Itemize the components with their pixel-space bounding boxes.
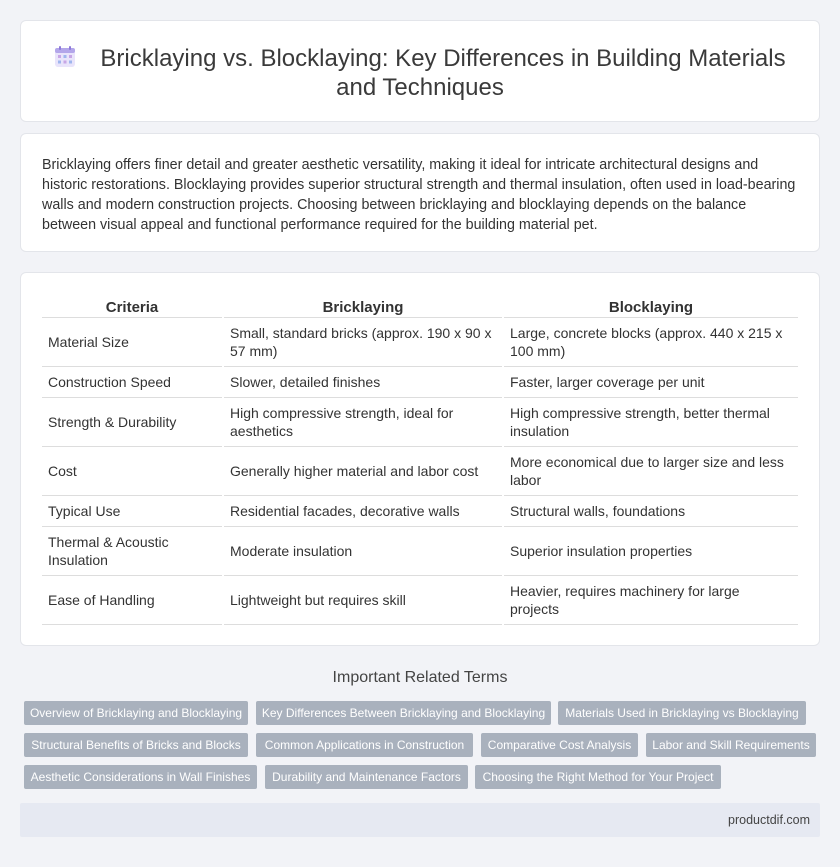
table-row (42, 526, 798, 575)
title-card (20, 20, 820, 122)
intro-paragraph: Bricklaying offers finer detail and greater aesthetic versatility, making it ideal for intricate architectural designs and historic restorations. Blocklaying provides superior structural strength and thermal insulation, often used in load-bearing walls and modern construction projects. Choosing between bricklaying and blocklaying depends on the balance between visual appeal and functional performance required for the building material pet. (42, 157, 796, 233)
footer-site: productdif.com (728, 813, 810, 827)
table-cell: Construction Speed (42, 366, 223, 397)
related-tag[interactable]: Aesthetic Considerations in Wall Finishes (24, 765, 257, 789)
calendar-grid-icon (54, 46, 76, 68)
table-cell: Heavier, requires machinery for large projects (503, 575, 798, 624)
table-cell: Material Size (42, 317, 223, 366)
table-cell: Small, standard bricks (approx. 190 x 90 x 57 mm) (223, 317, 503, 366)
table-row (42, 366, 798, 397)
page-title (21, 44, 819, 102)
page-title-text: Bricklaying vs. Blocklaying: Key Differences in Building Materials and Techniques (100, 45, 786, 101)
header-bricklaying: Bricklaying (223, 295, 503, 317)
table-row (42, 317, 798, 366)
related-tag[interactable]: Comparative Cost Analysis (481, 733, 638, 757)
table-cell: High compressive strength, better thermal insulation (503, 397, 798, 446)
table-cell: Faster, larger coverage per unit (503, 366, 798, 397)
table-cell: Thermal & Acoustic Insulation (42, 526, 223, 575)
table-cell: Ease of Handling (42, 575, 223, 624)
related-tag[interactable]: Labor and Skill Requirements (646, 733, 816, 757)
related-tag[interactable]: Overview of Bricklaying and Blocklaying (24, 701, 248, 725)
table-cell: More economical due to larger size and less labor (503, 446, 798, 495)
table-cell: Residential facades, decorative walls (223, 495, 503, 526)
related-tag[interactable]: Durability and Maintenance Factors (265, 765, 468, 789)
table-cell: Structural walls, foundations (503, 495, 798, 526)
table-cell: High compressive strength, ideal for aesthetics (223, 397, 503, 446)
table-cell: Typical Use (42, 495, 223, 526)
comparison-table (42, 295, 798, 625)
header-blocklaying: Blocklaying (503, 295, 798, 317)
table-row (42, 495, 798, 526)
table-row (42, 397, 798, 446)
table-cell: Large, concrete blocks (approx. 440 x 215 x 100 mm) (503, 317, 798, 366)
table-header-row (42, 295, 798, 317)
intro-card (20, 133, 820, 252)
related-tag[interactable]: Choosing the Right Method for Your Project (475, 765, 721, 789)
table-cell: Superior insulation properties (503, 526, 798, 575)
header-criteria: Criteria (42, 295, 223, 317)
table-row (42, 575, 798, 624)
related-tag[interactable]: Key Differences Between Bricklaying and Blocklaying (256, 701, 551, 725)
table-cell: Lightweight but requires skill (223, 575, 503, 624)
table-cell: Moderate insulation (223, 526, 503, 575)
comparison-card (20, 272, 820, 646)
table-row (42, 446, 798, 495)
footer (20, 803, 820, 837)
related-tag[interactable]: Structural Benefits of Bricks and Blocks (24, 733, 248, 757)
table-cell: Slower, detailed finishes (223, 366, 503, 397)
table-cell: Generally higher material and labor cost (223, 446, 503, 495)
related-tag[interactable]: Common Applications in Construction (256, 733, 473, 757)
table-cell: Strength & Durability (42, 397, 223, 446)
table-cell: Cost (42, 446, 223, 495)
related-terms-heading: Important Related Terms (332, 669, 508, 686)
related-tag[interactable]: Materials Used in Bricklaying vs Blocklaying (558, 701, 806, 725)
